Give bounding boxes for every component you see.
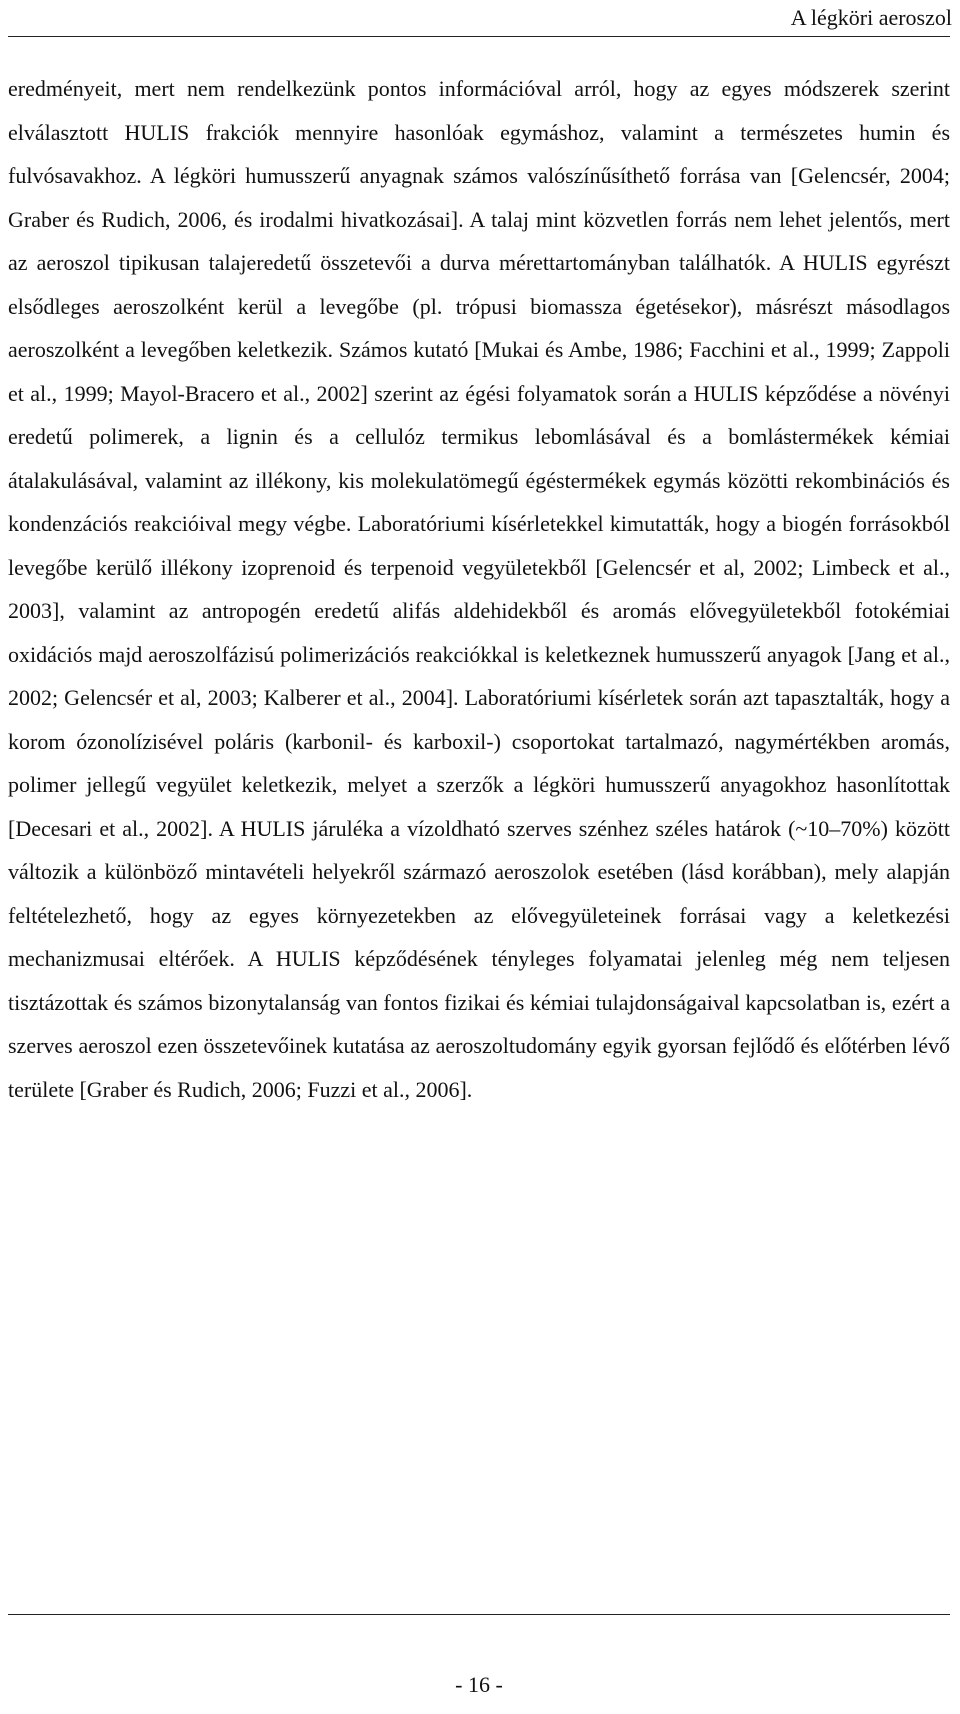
- footer-rule: [8, 1614, 950, 1615]
- page-number: - 16 -: [455, 1672, 503, 1697]
- page-footer: [8, 1614, 950, 1714]
- header-rule: [8, 36, 950, 37]
- page-header: [0, 0, 960, 40]
- running-title: A légköri aeroszol: [790, 5, 952, 30]
- body-paragraph: eredményeit, mert nem rendelkezünk pontos információval arról, hogy az egyes módszerek szerint elválasztott HULIS frakciók mennyire hasonlóak egymáshoz, valamint a természetes humin és fulvósavakhoz. A légköri humusszerű anyagnak számos valószínűsíthető forrása van [Gelencsér, 2004; Graber és Rudich, 2006, és irodalmi hivatkozásai]. A talaj mint közvetlen forrás nem lehet jelentős, mert az aeroszol tipikusan talajeredetű összetevői a durva mérettartományban találhatók. A HULIS egyrészt elsődleges aeroszolként kerül a levegőbe (pl. trópusi biomassza égetésekor), másrészt másodlagos aeroszolként a levegőben keletkezik. Számos kutató [Mukai és Ambe, 1986; Facchini et al., 1999; Zappoli et al., 1999; Mayol-Bracero et al., 2002] szerint az égési folyamatok során a HULIS képződése a növényi eredetű polimerek, a lignin és a cellulóz termikus lebomlásával és a bomlástermékek kémiai átalakulásával, valamint az illékony, kis molekulatömegű égéstermékek egymás közötti rekombinációs és kondenzációs reakcióival megy végbe. Laboratóriumi kísérletekkel kimutatták, hogy a biogén forrásokból levegőbe kerülő illékony izoprenoid és terpenoid vegyületekből [Gelencsér et al, 2002; Limbeck et al., 2003], valamint az antropogén eredetű alifás aldehidekből és aromás elővegyületekből fotokémiai oxidációs majd aeroszolfázisú polimerizációs reakciókkal is keletkeznek humusszerű anyagok [Jang et al., 2002; Gelencsér et al, 2003; Kalberer et al., 2004]. Laboratóriumi kísérletek során azt tapasztalták, hogy a korom ózonolízisével poláris (karbonil- és karboxil-) csoportokat tartalmazó, nagymértékben aromás, polimer jellegű vegyület keletkezik, melyet a szerzők a légköri humusszerű anyagokhoz hasonlítottak [Decesari et al., 2002]. A HULIS járuléka a vízoldható szerves szénhez széles határok (~10–70%) között változik a különböző mintavételi helyekről származó aeroszolok esetében (lásd korábban), mely alapján feltételezhető, hogy az egyes környezetekben az elővegyületeinek forrásai vagy a keletkezési mechanizmusai eltérőek. A HULIS képződésének tényleges folyamatai jelenleg még nem teljesen tisztázottak és számos bizonytalanság van fontos fizikai és kémiai tulajdonságaival kapcsolatban is, ezért a szerves aeroszol ezen összetevőinek kutatása az aeroszoltudomány egyik gyorsan fejlődő és előtérben lévő területe [Graber és Rudich, 2006; Fuzzi et al., 2006].: [8, 76, 950, 1102]
